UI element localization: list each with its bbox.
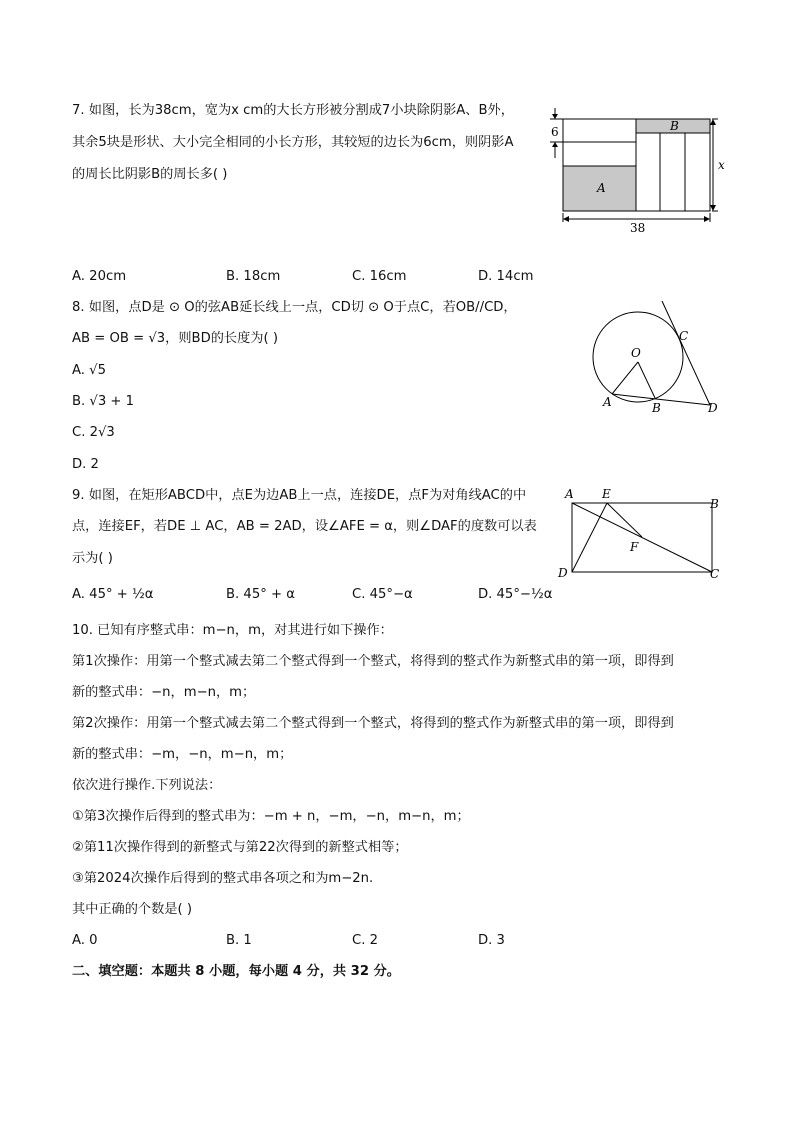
q10-stem-line-5: 新的整式串：−m，−n，m−n，m； xyxy=(72,747,293,762)
q7-option-b: B. 18cm xyxy=(226,269,281,284)
q10-stem-line-1: 10. 已知有序整式串：m−n，m，对其进行如下操作： xyxy=(72,623,393,638)
q8-label-a: A xyxy=(603,395,612,409)
q10-statement-2: ②第11次操作得到的新整式与第22次得到的新整式相等； xyxy=(72,840,408,855)
q7-label-b: B xyxy=(670,119,679,133)
q10-statement-3: ③第2024次操作后得到的整式串各项之和为m−2n. xyxy=(72,871,374,886)
q10-stem-line-4: 第2次操作：用第一个整式减去第二个整式得到一个整式，将得到的整式作为新整式串的第一项，即得到 xyxy=(72,716,674,731)
q9-label-f: F xyxy=(630,540,639,554)
q9-segment-de xyxy=(572,503,607,572)
q9-option-c: C. 45°−α xyxy=(352,587,413,602)
q7-stem-line-2: 其余5块是形状、大小完全相同的小长方形，其较短的边长为6cm，则阴影A xyxy=(72,135,514,150)
q10-option-c: C. 2 xyxy=(352,933,378,948)
q8-label-d: D xyxy=(708,401,718,415)
q7-stem-line-3: 的周长比阴影B的周长多( ) xyxy=(72,167,228,182)
q7-label-width: 38 xyxy=(630,221,646,234)
q10-stem-line-6: 依次进行操作.下列说法： xyxy=(72,778,222,793)
q8-option-b: B. √3 + 1 xyxy=(72,394,135,409)
q9-label-a: A xyxy=(565,487,574,501)
q9-label-c: C xyxy=(710,567,720,581)
q9-diagonal-ac xyxy=(572,503,712,572)
q8-label-o: O xyxy=(631,346,641,360)
q9-stem-line-2: 点，连接EF，若DE ⊥ AC，AB = 2AD，设∠AFE = α，则∠DAF的度数可以表 xyxy=(72,519,537,534)
section-2-heading: 二、填空题：本题共 8 小题，每小题 4 分，共 32 分。 xyxy=(72,964,400,979)
q9-option-a: A. 45° + ½α xyxy=(72,587,154,602)
q8-label-b: B xyxy=(652,401,661,415)
q9-stem-line-3: 示为( ) xyxy=(72,551,113,566)
q10-stem-line-2: 第1次操作：用第一个整式减去第二个整式得到一个整式，将得到的整式作为新整式串的第一项，即得到 xyxy=(72,654,674,669)
q8-option-a: A. √5 xyxy=(72,363,106,378)
q10-option-d: D. 3 xyxy=(478,933,505,948)
q8-stem-line-1: 8. 如图，点D是 ⊙ O的弦AB延长线上一点，CD切 ⊙ O于点C，若OB//CD， xyxy=(72,300,517,315)
q10-option-a: A. 0 xyxy=(72,933,98,948)
q10-statement-1: ①第3次操作后得到的整式串为：−m + n，−m，−n，m−n，m； xyxy=(72,809,470,824)
q9-option-b: B. 45° + α xyxy=(226,587,295,602)
q10-stem-line-10: 其中正确的个数是( ) xyxy=(72,902,192,917)
q7-label-six: 6 xyxy=(551,125,559,139)
q8-option-c: C. 2√3 xyxy=(72,425,115,440)
q8-stem-line-2: AB = OB = √3，则BD的长度为( ) xyxy=(72,331,278,346)
q8-figure xyxy=(590,296,725,421)
q9-figure xyxy=(555,484,725,584)
q7-option-a: A. 20cm xyxy=(72,269,127,284)
q10-stem-line-3: 新的整式串：−n，m−n，m； xyxy=(72,685,256,700)
q7-figure xyxy=(540,106,730,234)
q9-label-d: D xyxy=(558,566,568,580)
q7-label-x: x xyxy=(718,158,725,172)
q9-option-d: D. 45°−½α xyxy=(478,587,553,602)
q10-option-b: B. 1 xyxy=(226,933,252,948)
q9-segment-ef xyxy=(607,503,642,537)
q7-label-a: A xyxy=(597,181,606,195)
q7-stem-line-1: 7. 如图，长为38cm，宽为x cm的大长方形被分割成7小块除阴影A、B外， xyxy=(72,103,514,118)
q9-label-e: E xyxy=(602,487,611,501)
q8-label-c: C xyxy=(679,329,689,343)
q8-option-d: D. 2 xyxy=(72,457,99,472)
q9-label-b: B xyxy=(710,497,719,511)
q7-option-d: D. 14cm xyxy=(478,269,534,284)
q7-option-c: C. 16cm xyxy=(352,269,407,284)
q9-stem-line-1: 9. 如图，在矩形ABCD中，点E为边AB上一点，连接DE，点F为对角线AC的中 xyxy=(72,488,527,503)
